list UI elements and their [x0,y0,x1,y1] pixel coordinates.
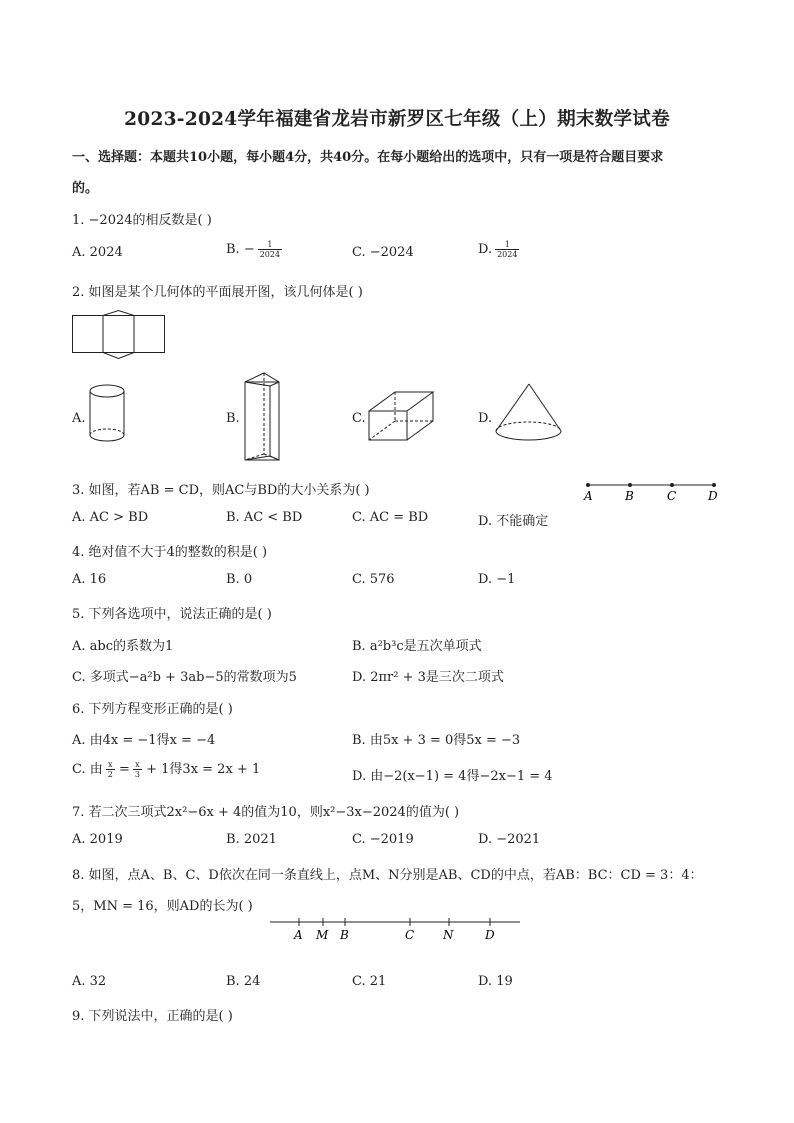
question-4-option-b: B. 0 [226,572,253,587]
question-8-stem-line2: 5，MN = 16，则AD的长为( ) [72,899,253,914]
option-c-prefix: C. 由 [72,762,103,777]
question-8-stem-line1: 8. 如图，点A、B、C、D依次在同一条直线上，点M、N分别是AB、CD的中点，若AB：BC：CD = 3：4： [72,868,703,883]
question-1-option-c: C. −2024 [352,245,414,260]
fraction-numerator: 1 [258,240,282,250]
question-1-option-a: A. 2024 [72,245,123,260]
section-heading-line2: 的。 [72,181,99,196]
cuboid-figure [368,390,438,444]
point-label: B [625,489,634,503]
fraction-denominator: 2024 [259,250,281,259]
point-label: D [708,489,718,503]
question-3-option-c: C. AC = BD [352,510,429,525]
prism-net-figure [72,310,168,362]
question-1-option-d [478,240,519,259]
fraction-numerator: x [133,760,142,770]
question-3-option-a: A. AC > BD [72,510,149,525]
cone-figure [494,383,564,447]
fraction-numerator: 1 [495,240,519,250]
question-5-stem: 5. 下列各选项中，说法正确的是( ) [72,607,272,622]
question-9-stem: 9. 下列说法中，正确的是( ) [72,1009,233,1024]
question-5-option-b: B. a²b³c是五次单项式 [352,639,482,654]
equals-sign: = [118,762,130,777]
question-8-option-c: C. 21 [352,974,387,989]
page-title: 2023-2024学年福建省龙岩市新罗区七年级（上）期末数学试卷 [124,109,670,130]
question-2-option-d: D. [478,411,493,426]
fraction-denominator: 3 [134,770,140,779]
question-3-option-d: D. 不能确定 [478,514,549,529]
point-label: C [667,489,677,503]
question-1-option-b [226,240,282,259]
fraction-numerator: x [106,760,115,770]
option-b-prefix: B. − [226,242,255,257]
triangular-prism-figure [240,372,284,466]
point-label: N [443,928,454,942]
question-6-stem: 6. 下列方程变形正确的是( ) [72,702,233,717]
point-label: D [485,928,495,942]
question-6-option-b: B. 由5x + 3 = 0得5x = −3 [352,733,521,748]
question-4-option-a: A. 16 [72,572,107,587]
question-5-option-a: A. abc的系数为1 [72,639,174,654]
point-label: A [584,489,593,503]
question-2-stem: 2. 如图是某个几何体的平面展开图，该几何体是( ) [72,285,363,300]
question-2-option-b: B. [226,411,240,426]
question-6-option-a: A. 由4x = −1得x = −4 [72,733,216,748]
point-label: M [316,928,329,942]
cylinder-figure [86,383,130,445]
question-7-option-b: B. 2021 [226,832,277,847]
question-4-stem: 4. 绝对值不大于4的整数的积是( ) [72,545,268,560]
question-7-option-c: C. −2019 [352,832,414,847]
question-7-stem: 7. 若二次三项式2x²−6x + 4的值为10，则x²−3x−2024的值为( ) [72,805,460,820]
question-7-option-d: D. −2021 [478,832,541,847]
segment-abcd-figure [580,480,720,504]
question-4-option-c: C. 576 [352,572,395,587]
fraction-x-over-2 [106,760,115,779]
section-heading-line1: 一、选择题：本题共10小题，每小题4分，共40分。在每小题给出的选项中，只有一项是符合题目要求 [72,150,664,165]
point-label: C [405,928,415,942]
question-6-option-c [72,758,260,779]
fraction-denominator: 2024 [497,250,518,259]
segment-amb-cnd-figure [270,915,522,943]
question-1-stem: 1. −2024的相反数是( ) [72,213,212,228]
option-d-fraction [495,240,519,259]
question-5-option-d: D. 2πr² + 3是三次二项式 [352,670,504,685]
question-2-option-a: A. [72,411,86,426]
question-8-option-b: B. 24 [226,974,261,989]
point-label: A [294,928,303,942]
question-5-option-c: C. 多项式−a²b + 3ab−5的常数项为5 [72,670,297,685]
point-label: B [340,928,349,942]
question-8-option-d: D. 19 [478,974,513,989]
question-3-option-b: B. AC < BD [226,510,303,525]
fraction-denominator: 2 [107,770,113,779]
option-d-prefix: D. [478,242,493,257]
option-b-fraction [258,240,282,259]
question-8-option-a: A. 32 [72,974,107,989]
option-c-suffix: + 1得3x = 2x + 1 [146,762,261,777]
fraction-x-over-3 [133,760,142,779]
question-2-option-c: C. [352,411,366,426]
question-6-option-d: D. 由−2(x−1) = 4得−2x−1 = 4 [352,769,553,784]
question-4-option-d: D. −1 [478,572,516,587]
question-7-option-a: A. 2019 [72,832,123,847]
question-3-stem: 3. 如图，若AB = CD，则AC与BD的大小关系为( ) [72,483,370,498]
